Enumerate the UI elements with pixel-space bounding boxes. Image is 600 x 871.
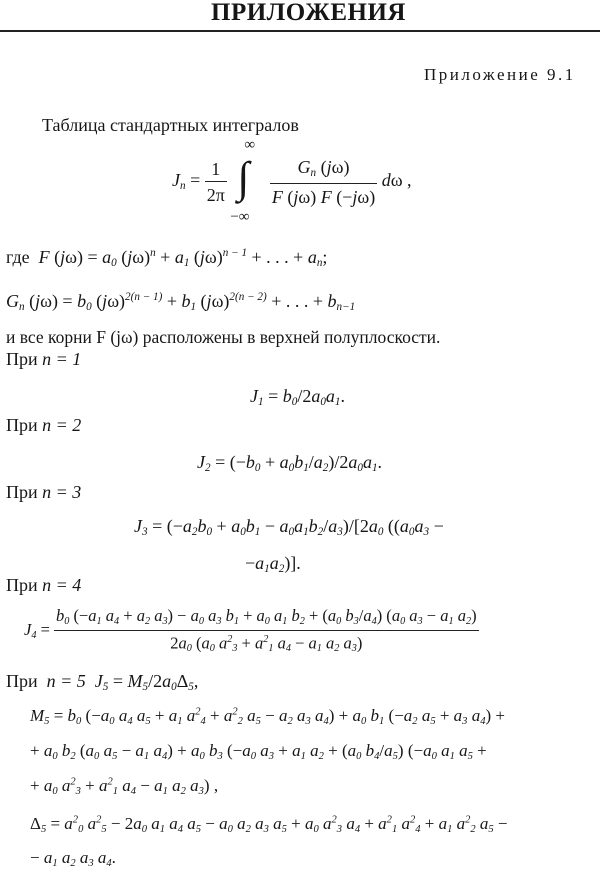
case-n5-label: При n = 5 J5 = M5/2a0Δ5, — [6, 671, 199, 694]
integral-sign-icon: ∞ ∫ −∞ — [230, 137, 256, 225]
formula-Delta5-line2: − a1 a2 a3 a4. — [30, 848, 116, 869]
formula-J2: J2 = (−b0 + a0b1/a2)/2a0a1. — [197, 452, 383, 475]
case-n3-label: При n = 3 — [6, 482, 82, 502]
case-n4-label: При n = 4 — [6, 575, 82, 595]
F-definition: где F (jω) = a0 $(j\omega)^n + a1$ $(j\omega)^{n - 1}$ + . . . + an; — [6, 247, 328, 270]
formula-M5-line3: + a0 $a^23 + a^21$ a4 − a1 a2 a3) , — [30, 776, 219, 797]
page-title: ПРИЛОЖЕНИЯ — [211, 0, 406, 26]
G-definition: Gn (jω) = b0 $(j\omega)^{2(n - 1)} + b1$ $(j\omega)^{2(n - 2)}$ + . . . + bn−1 — [6, 291, 356, 314]
J4-fraction: b0 (−a1 a4 + a2 a3) − a0 a3 b1 + a0 a1 b2 + (a0 b3/a4) (a0 a3 − a1 a2) 2a0 (a0 $a^23 + a^21$ a4 − a1 a2 a3) — [56, 606, 477, 655]
formula-M5-line2: + a0 b2 (a0 a5 − a1 a4) + a0 b3 (−a0 a3 + a1 a2 + (a0 b4/a5) (−a0 a1 a5 + — [30, 741, 487, 762]
fraction-one-over-2pi: $\frac{1}{2\pi}$ — [206, 159, 225, 205]
formula-J3-line2: −a1a2)]. — [245, 553, 301, 576]
formula-J1: J1 = b0/2a0a1. — [250, 386, 345, 409]
integrand-fraction: $\frac{Gn (j\omega)}{F (j\omega) F (-j\omega)}$ — [271, 157, 376, 207]
formula-Delta5-line1: $\Delta 5 = a^20$ $a^25 - 2a0$ a1 a4 a5 − a0 a2 a3 a5 + a0 $a^23$ $a4 + a^21$ $a^24 + a1$ $a^22$ a5 − — [30, 814, 508, 835]
header-rule — [0, 30, 600, 32]
integral-formula: Jn = $\frac{1}{2\pi}$ ∞ ∫ −∞ $\frac{Gn (j\omega)}{F (j\omega) F (-j\omega)}$ dω , — [172, 137, 412, 225]
case-n2-label: При n = 2 — [6, 415, 82, 435]
formula-M5-line1: M5 = b0 (−a0 a4 a5 + a1 $a^24 + a^22$ a5 − a2 a3 a4) + a0 b1 (−a2 a5 + a3 a4) + — [30, 706, 505, 727]
appendix-label: Приложение 9.1 — [424, 65, 576, 84]
formula-J3-line1: J3 = (−a2b0 + a0b1 − a0a1b2/a3)/[2a0 ((a0a3 − — [134, 516, 444, 539]
table-caption: Таблица стандартных интегралов — [42, 115, 299, 135]
case-n1-label: При n = 1 — [6, 349, 82, 369]
roots-note: и все корни F (jω) расположены в верхней полуплоскости. — [6, 327, 441, 347]
formula-J4: J4 = b0 (−a1 a4 + a2 a3) − a0 a3 b1 + a0 a1 b2 + (a0 b3/a4) (a0 a3 − a1 a2) 2a0 (a0 $a^23 + a^21$ a4 − a1 a2 a3) — [24, 606, 477, 655]
word-gde: где — [6, 247, 30, 267]
